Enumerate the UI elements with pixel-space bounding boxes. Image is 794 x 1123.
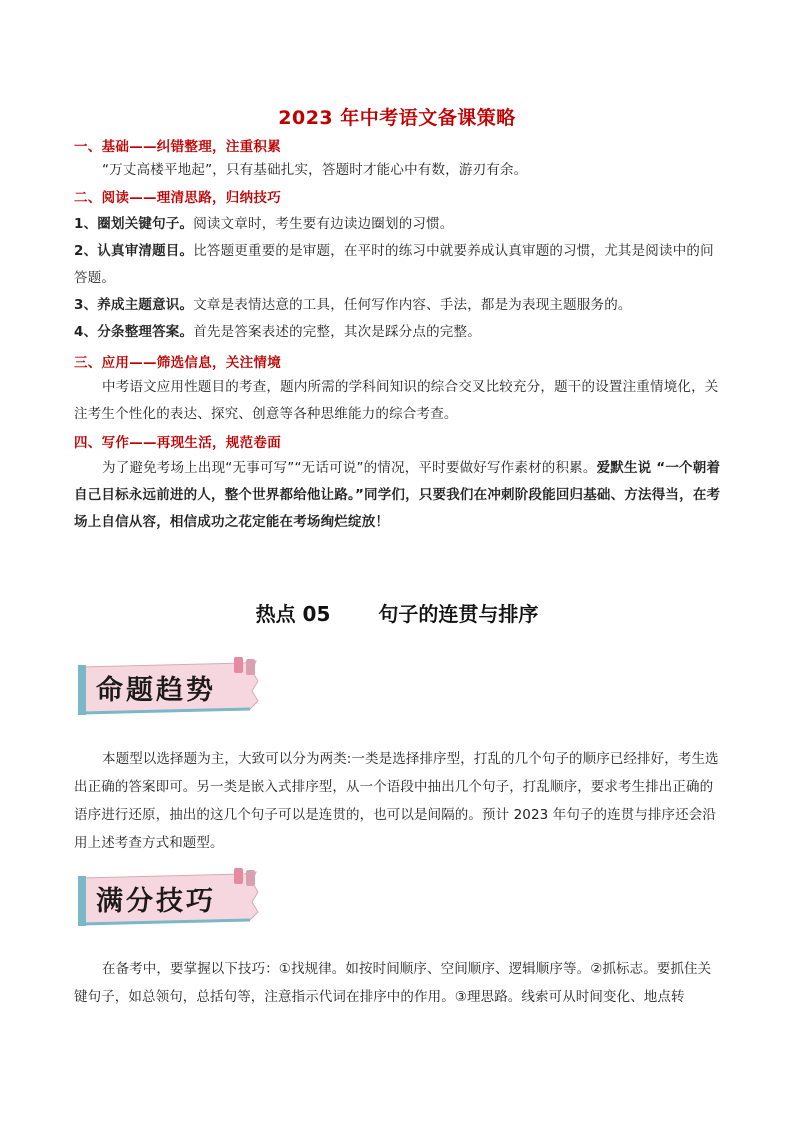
- reading-item-lead: 4、分条整理答案。: [74, 324, 194, 340]
- reading-item-text: 阅读文章时，考生要有边读边圈划的习惯。: [193, 216, 454, 232]
- section-text-application: 中考语文应用性题目的考查，题内所需的学科间知识的综合交叉比较充分，题干的设置注重情境化，关注考生个性化的表达、探究、创意等各种思维能力的综合考查。: [74, 379, 719, 422]
- banner-skills-text: 满分技巧: [96, 886, 216, 917]
- section-heading-writing: 四、写作——再现生活，规范卷面: [74, 435, 281, 451]
- hot-topic-label: 热点 05: [255, 602, 331, 626]
- reading-item-text: 比答题更重要的是审题，在平时的练习中就要养成认真审题的习惯，尤其是阅读中的问答题。: [74, 243, 714, 286]
- writing-text-bold: 爱默生说 “一个朝着自己目标永远前进的人，整个世界都给他让路。”同学们，只要我们在冲刺阶段能回归基础、方法得当，在考场上自信从容，相信成功之花定能在考场绚烂绽放！: [74, 460, 721, 530]
- reading-item-3: [74, 292, 724, 319]
- reading-item-1: [74, 211, 724, 238]
- reading-item-4: [74, 319, 724, 346]
- reading-item-lead: 1、圈划关键句子。: [74, 216, 194, 232]
- banner-skills: [74, 868, 264, 926]
- skills-paragraph: 在备考中，要掌握以下技巧：①找规律。如按时间顺序、空间顺序、逻辑顺序等。②抓标志。要抓住关键句子，如总领句，总括句等，注意指示代词在排序中的作用。③理思路。线索可从时间变化、地点转: [74, 961, 712, 1005]
- reading-item-text: 文章是表情达意的工具，任何写作内容、手法，都是为表现主题服务的。: [193, 297, 632, 313]
- reading-item-lead: 2、认真审清题目。: [74, 243, 194, 259]
- hot-topic-name: 句子的连贯与排序: [378, 602, 539, 626]
- hot-topic-title: [0, 598, 794, 627]
- section-text-basics: “万丈高楼平地起”，只有基础扎实，答题时才能心中有数，游刃有余。: [102, 162, 528, 178]
- reading-item-text: 首先是答案表述的完整，其次是踩分点的完整。: [193, 324, 481, 340]
- section-text-writing: [74, 455, 724, 536]
- banner-trend-text: 命题趋势: [96, 675, 216, 706]
- page-title: 2023 年中考语文备课策略: [278, 107, 516, 129]
- banner-trend: [74, 657, 264, 715]
- section-heading-reading: 二、阅读——理清思路，归纳技巧: [74, 190, 281, 206]
- section-heading-application: 三、应用——筛选信息，关注情境: [74, 355, 281, 371]
- writing-text-plain: 为了避免考场上出现“无事可写”“无话可说”的情况，平时要做好写作素材的积累。: [102, 460, 597, 476]
- reading-item-lead: 3、养成主题意识。: [74, 297, 194, 313]
- reading-item-2: [74, 238, 724, 292]
- trend-paragraph: 本题型以选择题为主，大致可以分为两类:一类是选择排序型，打乱的几个句子的顺序已经排好，考生选出正确的答案即可。另一类是嵌入式排序型，从一个语段中抽出几个句子，打乱顺序，要求考生排出正确的语序进行还原，抽出的这几个句子可以是连贯的，也可以是间隔的。预计 2023 年句子的连贯与排序还会沿用上述考查方式和题型。: [74, 751, 719, 851]
- section-heading-basics: 一、基础——纠错整理，注重积累: [74, 139, 281, 155]
